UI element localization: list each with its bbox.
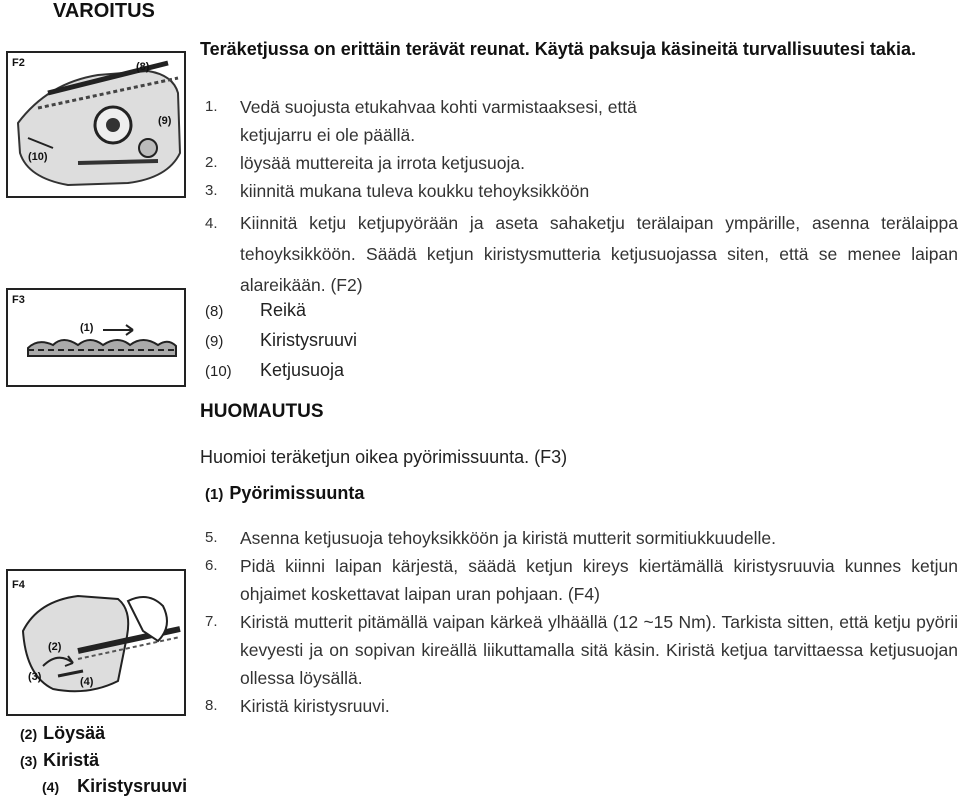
step-number: 1. [205,98,218,115]
legend-code: (8) [205,303,224,320]
legend-item [205,326,357,356]
step-text: Kiristä mutterit pitämällä vaipan kärkeä ylhäällä (12 ~15 Nm). Tarkista sitten, että ketju pyörii kevyesti ja on sopivan kireällä liikuttamalla sitä käsin. Kiristä ketjua tarvittaessa ketjusuojan ollessa löysällä. [240,612,958,688]
legend-code: (4) [42,779,60,795]
figure-f2-callout-9: (9) [158,115,172,127]
legend-f4-item-2 [20,723,105,744]
step-text: Asenna ketjusuoja tehoyksikköön ja kiristä mutterit sormitiukkuudelle. [240,528,776,548]
figure-f3-illustration [8,290,184,385]
list-item [200,524,958,552]
figure-f4-callout-3: (3) [28,671,42,683]
legend-label: Reikä [260,300,307,320]
step-number: 2. [205,154,218,171]
note-heading: HUOMAUTUS [200,401,324,422]
warning-text: Teräketjussa on erittäin terävät reunat. Käytä paksuja käsineitä turvallisuutesi takia. [200,39,916,59]
step-number: 7. [205,613,218,630]
legend-label: Ketjusuoja [260,360,345,380]
legend-f4-item-3 [20,750,99,771]
list-item [200,552,958,608]
legend-f4-item-4 [42,776,187,797]
legend-f2 [205,296,357,386]
legend-code: (10) [205,363,232,380]
step-number: 6. [205,557,218,574]
page-title: VAROITUS [53,0,155,22]
legend-code: (1) [205,486,224,503]
note-text: Huomioi teräketjun oikea pyörimissuunta. (F3) [200,447,568,467]
legend-label: Kiristysruuvi [260,330,358,350]
legend-label: Kiristä [43,750,100,770]
steps-list-a [200,93,958,301]
figure-f3 [6,288,186,387]
list-item [200,208,958,301]
legend-label: Kiristysruuvi [77,776,188,796]
step-number: 3. [205,182,218,199]
list-item [200,149,958,177]
legend-code: (9) [205,333,224,350]
legend-label: Pyörimissuunta [229,483,365,503]
legend-item [205,356,357,386]
legend-code: (3) [20,753,38,769]
legend-item [205,296,357,326]
figure-f2 [6,51,186,198]
step-text: löysää muttereita ja irrota ketjusuoja. [240,153,525,173]
legend-code: (2) [20,726,38,742]
step-text: Pidä kiinni laipan kärjestä, säädä ketjun kireys kiertämällä kiristysruuvia kunnes ketjun ohjaimet koskettavat laipan uran pohjaan. (F4) [240,556,958,604]
figure-f2-callout-8: (8) [136,61,150,73]
legend-label: Löysää [43,723,106,743]
step-number: 5. [205,529,218,546]
list-item [200,93,958,149]
steps-list-b [200,524,958,720]
step-number: 8. [205,697,218,714]
figure-f4-callout-2: (2) [48,641,62,653]
step-text: Vedä suojusta etukahvaa kohti varmistaaksesi, että ketjujarru ei ole päällä. [240,97,637,145]
figure-f4 [6,569,186,716]
figure-f4-label: F4 [12,579,25,591]
figure-f3-label: F3 [12,294,25,306]
figure-f3-callout-1: (1) [80,322,94,334]
figure-f4-illustration [8,571,184,714]
step-text: kiinnitä mukana tuleva koukku tehoyksikköön [240,181,590,201]
figure-f2-callout-10: (10) [28,151,48,163]
figure-f4-callout-4: (4) [80,676,94,688]
step-text: Kiristä kiristysruuvi. [240,696,390,716]
list-item [200,692,958,720]
step-text: Kiinnitä ketju ketjupyörään ja aseta sahaketju terälaipan ympärille, asenna terälaippa tehoyksikköön. Säädä ketjun kiristysmutteria ketjusuojassa siten, että se menee laipan alareikään. (F2) [240,213,958,295]
step-number: 4. [205,215,218,232]
note-legend [205,483,364,504]
list-item [200,177,958,205]
figure-f2-label: F2 [12,57,25,69]
list-item [200,608,958,692]
